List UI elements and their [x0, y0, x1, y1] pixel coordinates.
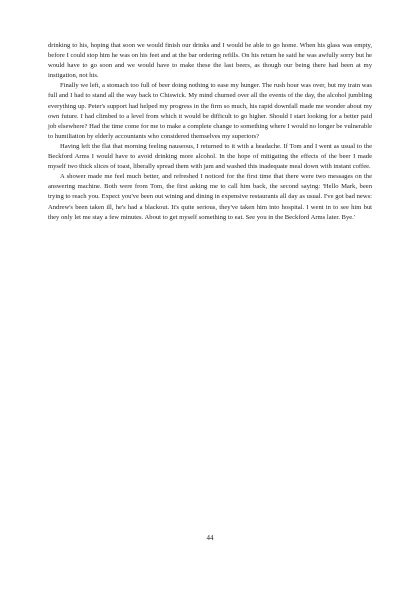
- paragraph-answering-machine: A shower made me feel much better, and refreshed I noticed for the first time that there were two messages on the answering machine. Both were from Tom, the first asking me to call him back, the second saying: 'Hello Mark, been trying to reach you. Expect you've been out wining and dining in expensive restaurants all day as usual. I've got bad news: Andrew's been taken ill, he's had a blackout. It's quite serious, they've taken him into hospital. I went in to see him but they only let me stay a few minutes. About to get myself something to eat. See you in the Beckford Arms later. Bye.': [48, 173, 372, 221]
- page-number: 44: [206, 534, 214, 542]
- paragraph-continuation: drinking to his, hoping that soon we would finish our drinks and I would be able to go home. When his glass was empty, before I could stop him he was on his feet and at the bar ordering refills. On his return he said he was awfully sorry but he would have to go soon and we would have to make these the last beers, as though our being there had been at my instigation, not his.: [48, 42, 372, 80]
- paragraph-leaving-pub: Finally we left, a stomach too full of beer doing nothing to ease my hunger. The rush hour was over, but my train was full and I had to stand all the way back to Chiswick. My mind churned over all the events of the day, the alcohol jumbling everything up. Peter's support had helped my progress in the firm so much, his rapid downfall made me wonder about my own future. I had climbed to a level from which it would be difficult to go higher. Should I start looking for a better paid job elsewhere? Had the time come for me to make a complete change to something where I would no longer be vulnerable to humiliation by elderly accountants who considered themselves my superiors?: [48, 82, 372, 140]
- paragraph-returning-flat: Having left the flat that morning feeling nauseous, I returned to it with a headache. If Tom and I went as usual to the Beckford Arms I would have to avoid drinking more alcohol. In the hope of mitigating the effects of the beer I made myself two thick slices of toast, liberally spread them with jam and washed this inadequate meal down with instant coffee.: [48, 142, 372, 171]
- page-body: [48, 41, 372, 223]
